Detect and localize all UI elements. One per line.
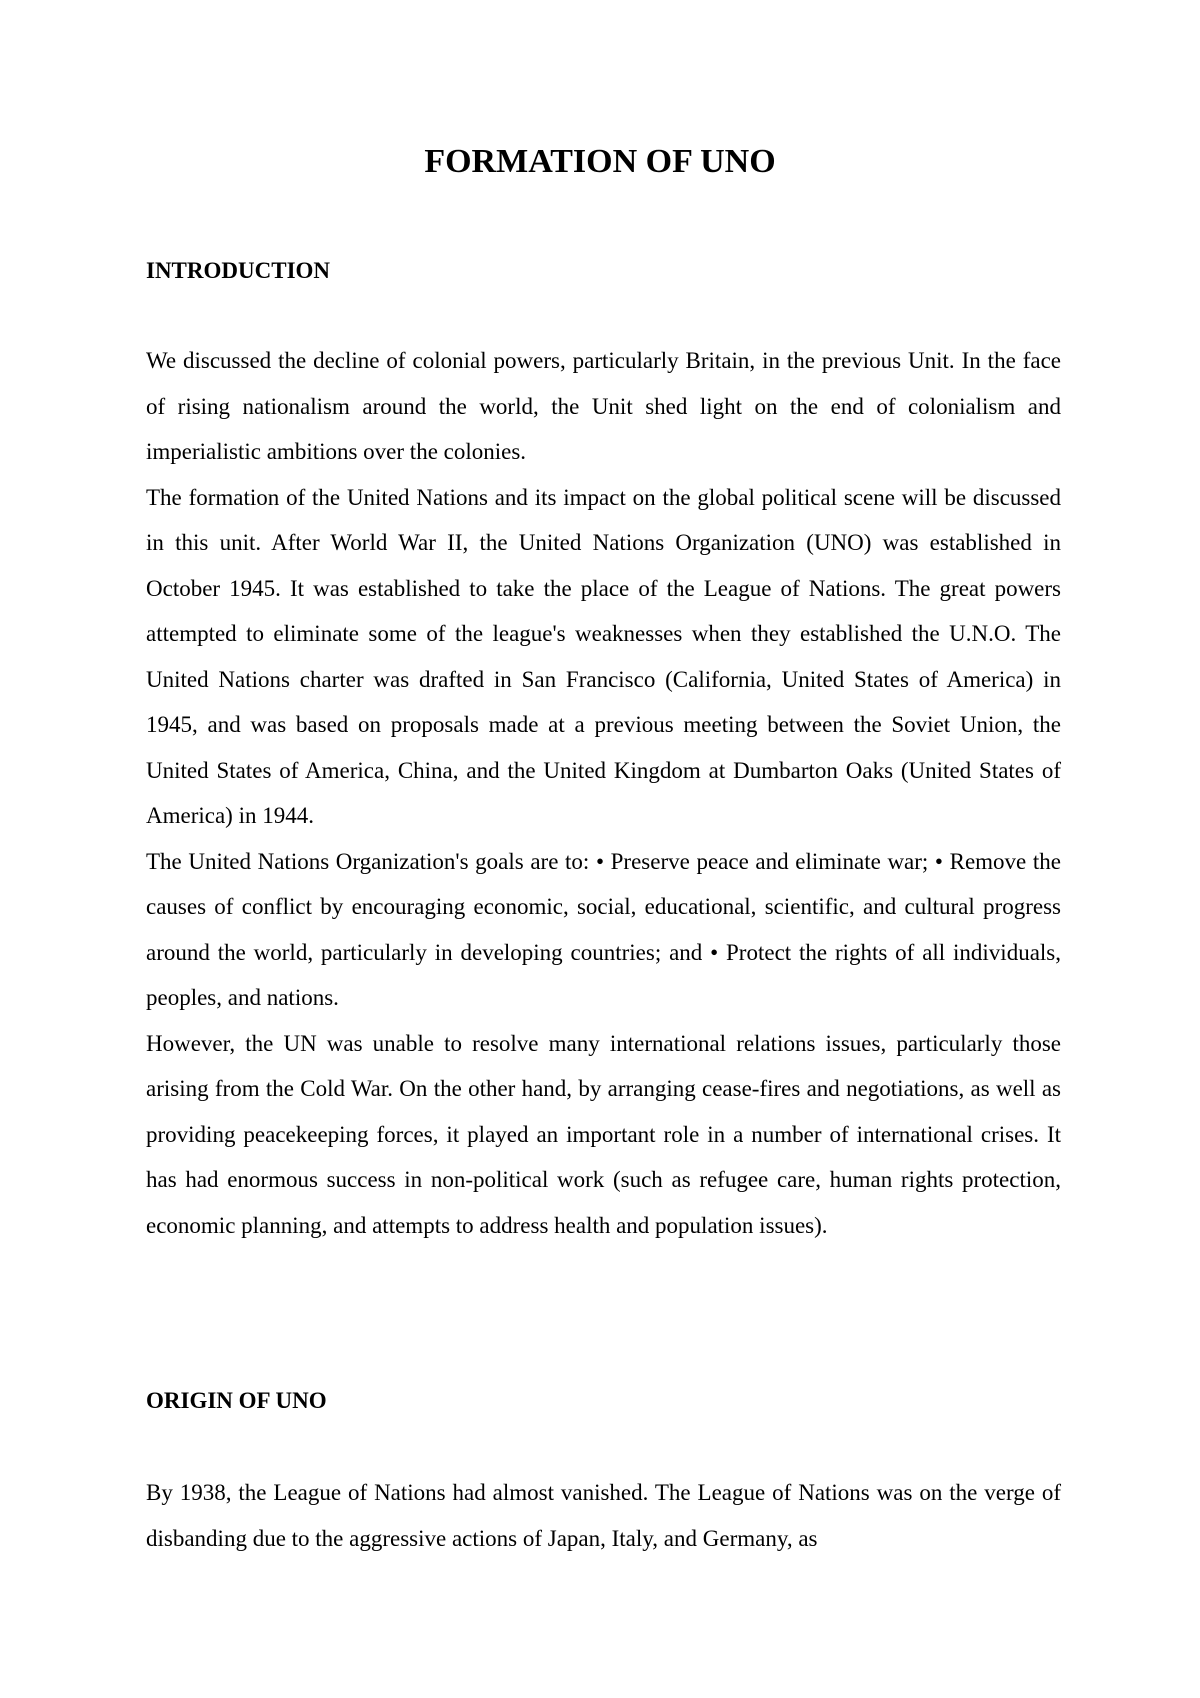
section-heading-introduction: INTRODUCTION [146, 258, 331, 283]
section-body-introduction [146, 338, 1061, 1248]
paragraph: However, the UN was unable to resolve many international relations issues, particularly those arising from the Cold War. On the other hand, by arranging cease-fires and negotiations, as well as providing peacekeeping forces, it played an important role in a number of international crises. It has had enormous success in non-political work (such as refugee care, human rights protection, economic planning, and attempts to address health and population issues). [146, 1030, 1061, 1238]
paragraph: We discussed the decline of colonial powers, particularly Britain, in the previous Unit. In the face of rising nationalism around the world, the Unit shed light on the end of colonialism and imperialistic ambitions over the colonies. [146, 348, 1061, 464]
paragraph: The formation of the United Nations and its impact on the global political scene will be discussed in this unit. After World War II, the United Nations Organization (UNO) was established in October 1945. It was established to take the place of the League of Nations. The great powers attempted to eliminate some of the league's weaknesses when they established the U.N.O. The United Nations charter was drafted in San Francisco (California, United States of America) in 1945, and was based on proposals made at a previous meeting between the Soviet Union, the United States of America, China, and the United Kingdom at Dumbarton Oaks (United States of America) in 1944. [146, 484, 1061, 828]
section-heading-origin: ORIGIN OF UNO [146, 1388, 327, 1413]
paragraph: The United Nations Organization's goals are to: • Preserve peace and eliminate war; • Remove the causes of conflict by encouraging economic, social, educational, scientific, and cultural progress around the world, particularly in developing countries; and • Protect the rights of all individuals, peoples, and nations. [146, 848, 1061, 1010]
document-title: FORMATION OF UNO [424, 143, 776, 180]
paragraph: By 1938, the League of Nations had almost vanished. The League of Nations was on the verge of disbanding due to the aggressive actions of Japan, Italy, and Germany, as [146, 1480, 1061, 1551]
section-body-origin [146, 1470, 1061, 1561]
